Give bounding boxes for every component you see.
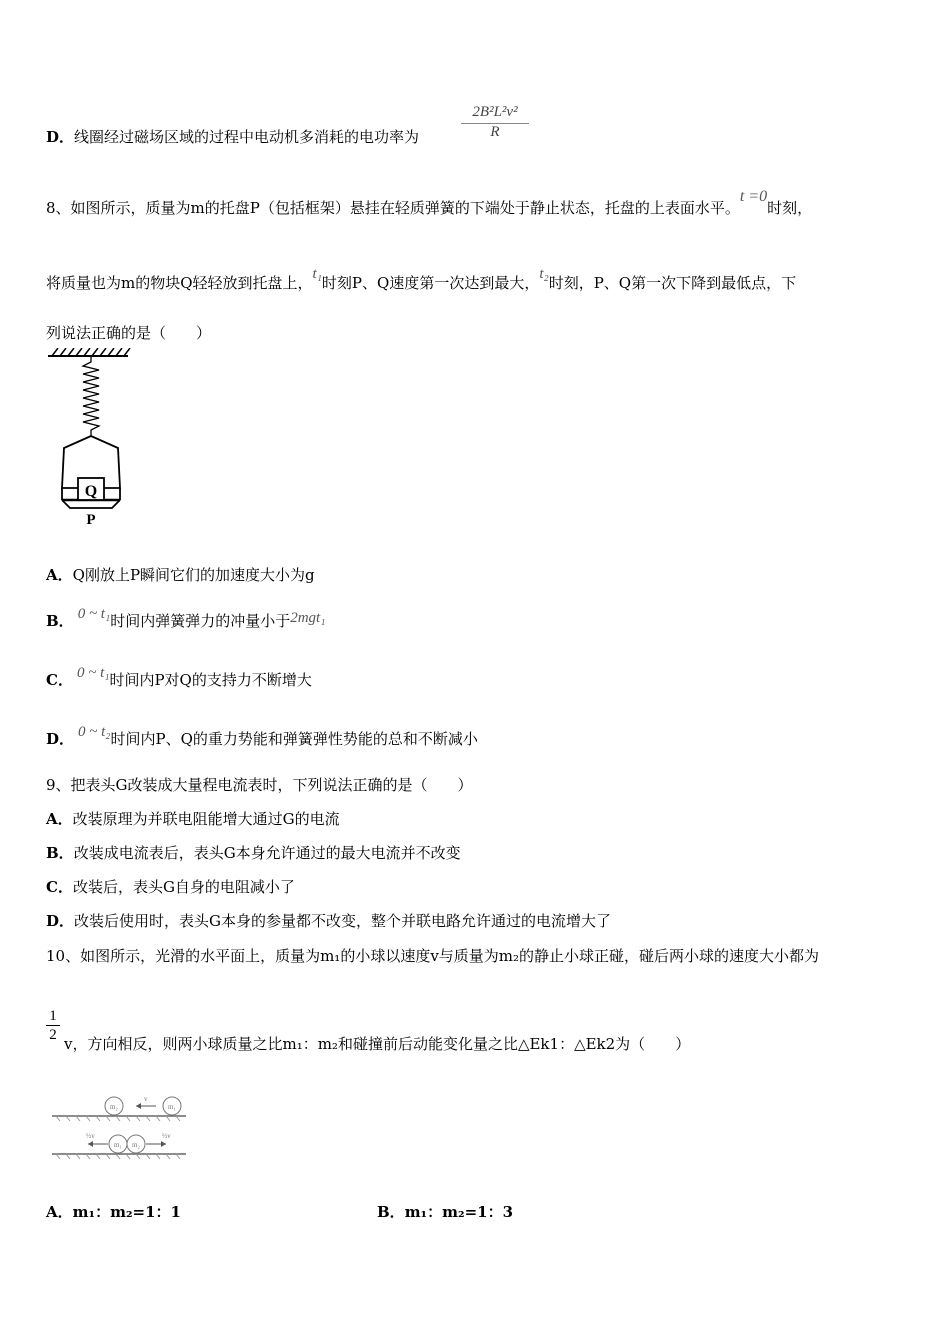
option-text: 改装后，表头G自身的电阻减小了	[72, 878, 295, 896]
option-range: 0 ~ t₁	[77, 606, 111, 622]
option-range: 0 ~ t₂	[78, 724, 111, 740]
q8-stem-line2	[46, 266, 797, 294]
stem-text: 将质量也为m的物块Q轻轻放到托盘上，	[46, 274, 313, 292]
q7-option-d	[46, 127, 419, 147]
stem-text: 10、如图所示，光滑的水平面上，质量为m₁的小球以速度v与质量为m₂的静止小球正碰，碰后两小球的速度大小都为	[46, 947, 820, 965]
ball-m1-label-bottom: m₁	[114, 1141, 122, 1149]
option-text: 改装原理为并联电阻能增大通过G的电流	[72, 810, 340, 828]
power-formula	[461, 104, 529, 141]
q10-option-b	[377, 1202, 513, 1222]
fraction-denominator: 2	[49, 1027, 57, 1043]
q10-stem-line2	[64, 1034, 690, 1054]
option-text: 时间内P、Q的重力势能和弹簧弹性势能的总和不断减小	[110, 730, 478, 748]
ball-m2-label-top: m₂	[110, 1103, 118, 1111]
stem-text: 9、把表头G改装成大量程电流表时，下列说法正确的是（ ）	[46, 776, 473, 794]
fraction-numerator: 1	[46, 1008, 60, 1026]
velocity-label: v	[144, 1095, 148, 1103]
option-text: Q刚放上P瞬间它们的加速度大小为g	[72, 566, 315, 584]
option-label: D．	[46, 912, 75, 930]
half-fraction	[46, 1008, 60, 1044]
tray-p-label: P	[86, 512, 96, 528]
option-label: C．	[46, 671, 73, 689]
option-label: D．	[46, 730, 75, 748]
option-label: A．	[46, 810, 73, 828]
stem-text: 列说法正确的是（ ）	[46, 324, 212, 342]
option-text: m₁：m₂=1：1	[72, 1203, 181, 1221]
q9-stem	[46, 775, 473, 795]
option-text: 线圈经过磁场区域的过程中电动机多消耗的电功率为	[74, 128, 420, 146]
stem-text-end: 时刻，	[767, 199, 813, 217]
formula-denominator: R	[490, 124, 500, 140]
q9-option-b	[46, 843, 461, 863]
q8-stem-line3	[46, 323, 211, 343]
option-label: B．	[46, 844, 74, 862]
half-v-left: ½v	[86, 1132, 95, 1140]
t0-math: t =0	[739, 188, 768, 205]
option-text: 改装后使用时，表头G本身的参量都不改变，整个并联电路允许通过的电流增大了	[74, 912, 612, 930]
option-text: 时间内弹簧弹力的冲量小于	[110, 612, 291, 630]
option-label: B．	[377, 1203, 405, 1221]
collision-figure	[50, 1090, 190, 1162]
option-text: 时间内P对Q的支持力不断增大	[109, 671, 312, 689]
q8-stem-line1	[46, 188, 813, 219]
option-range: 0 ~ t₁	[76, 665, 110, 681]
q10-stem-line1	[46, 946, 819, 966]
option-label: D．	[46, 128, 75, 146]
formula-numerator: 2B²L²v²	[461, 104, 529, 124]
option-label: B．	[46, 612, 74, 630]
t1-math: t₁	[312, 266, 322, 282]
q10-option-a	[46, 1202, 181, 1222]
option-label: A．	[46, 1203, 73, 1221]
q9-option-a	[46, 809, 340, 829]
stem-text: 时刻，P、Q第一次下降到最低点，下	[548, 274, 797, 292]
q8-option-b	[46, 606, 326, 632]
q9-option-d	[46, 911, 611, 931]
option-text: 改装成电流表后，表头G本身允许通过的最大电流并不改变	[73, 844, 461, 862]
box-q-label: Q	[84, 483, 98, 500]
q8-option-a	[46, 565, 315, 585]
stem-text: v，方向相反，则两小球质量之比m₁：m₂和碰撞前后动能变化量之比△Ek1：△Ek2为（ ）	[64, 1035, 691, 1053]
spring-tray-figure	[46, 348, 136, 530]
stem-text: 如图所示，质量为m的托盘P（包括框架）悬挂在轻质弹簧的下端处于静止状态，托盘的上表面水平。	[70, 199, 740, 217]
question-number: 8、	[46, 199, 71, 217]
stem-text: 时刻P、Q速度第一次达到最大，	[321, 274, 540, 292]
option-label: A．	[46, 566, 73, 584]
ball-m1-label-top: m₁	[168, 1103, 176, 1111]
q8-option-c	[46, 665, 312, 691]
ball-m2-label-bottom: m₂	[132, 1141, 140, 1149]
option-text: m₁：m₂=1：3	[404, 1203, 514, 1221]
q9-option-c	[46, 877, 295, 897]
option-tail-math: 2mgt₁	[290, 610, 326, 626]
half-v-right: ½v	[162, 1132, 171, 1140]
q8-option-d	[46, 724, 478, 750]
t2-math: t₂	[539, 266, 549, 282]
option-label: C．	[46, 878, 73, 896]
